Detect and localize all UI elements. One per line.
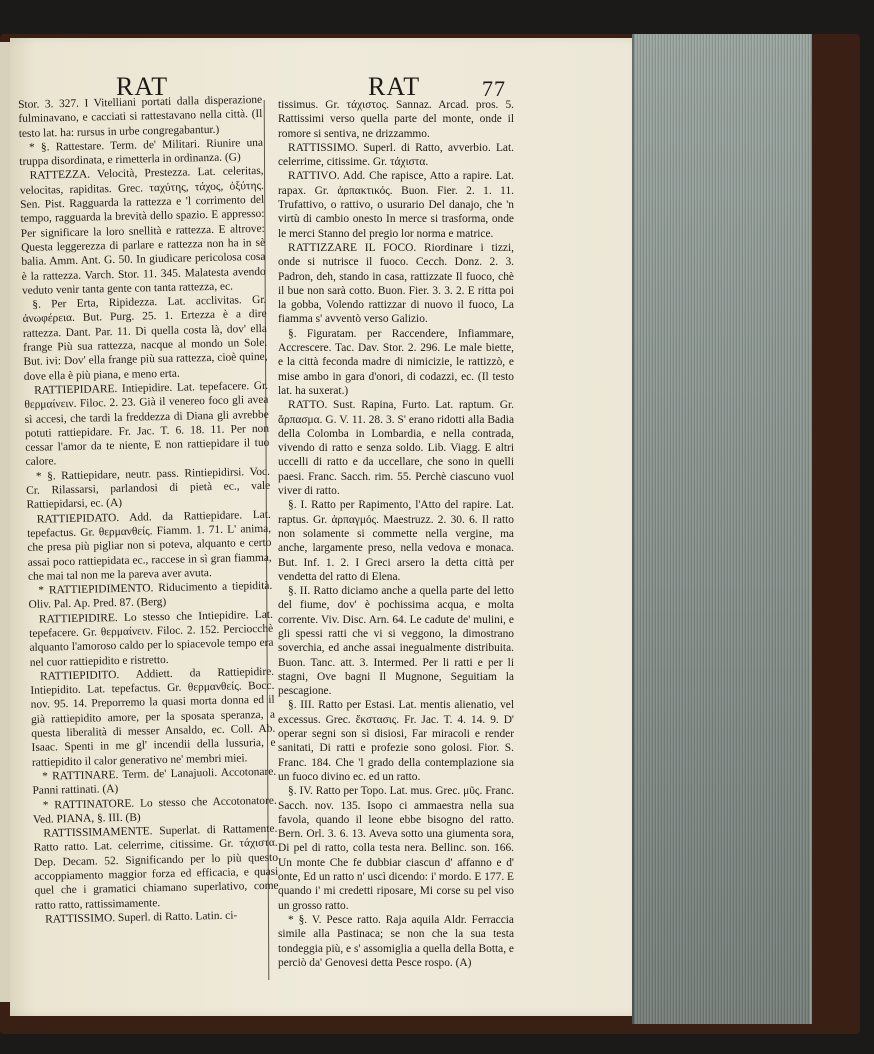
entry-paragraph: RATTIEPIDARE. Intiepidire. Lat. tepefacere. Gr. θερμαίνειν. Filoc. 2. 23. Già il venereo foco gli avea sì accesi, che tardi la freddezza di Diana gli avrebbe potuti rattiepidare. Fr. Jac. T. 6. 18. 11. Per non cessar l'amor da te niente, E non rattiepidare il tuo calore. <box>24 379 270 469</box>
entry-paragraph: * RATTINARE. Term. de' Lanajuoli. Accotonare. Panni rattinati. (A) <box>32 765 277 798</box>
entry-paragraph: * RATTIEPIDIMENTO. Riducimento a tiepidità. Oliv. Pal. Ap. Pred. 87. (Berg) <box>28 579 273 612</box>
entry-paragraph: * RATTINATORE. Lo stesso che Accotonatore. Ved. PIANA, §. III. (B) <box>32 794 277 826</box>
entry-paragraph: RATTIZZARE IL FOCO. Riordinare i tizzi, onde si nutrisce il fuoco. Cecch. Donz. 2. 3. Padron, deh, stando in casa, rattizzate Il fuoco, chè il bue non sarà cotto. Buon. Fier. 3. 3. 2. E ritta poi la gobba, Volendo rattizzar di nuovo il fuoco, La fiamma s' avventò verso Galizio. <box>278 241 514 326</box>
entry-paragraph: RATTIVO. Add. Che rapisce, Atto a rapire. Lat. rapax. Gr. ἁρπακτικός. Buon. Fier. 2. 1. 11. Trufattivo, o rattivo, o usurario Del danajo, che 'n virtù di cambio onesto In merce si trasforma, onde le merci Stanno del pregio lor norma e matrice. <box>278 170 514 240</box>
fore-edge-shade <box>632 34 810 1024</box>
left-running-head: RAT <box>116 72 169 101</box>
page-number: 77 <box>482 76 506 101</box>
entry-paragraph: Stor. 3. 327. I Vitelliani portati dalla disperazione fulminavano, e cacciati si rattestavano nella città. (Il testo lat. ha: rursus in urbe congregabantur.) <box>18 93 263 140</box>
right-column <box>278 98 514 970</box>
entry-paragraph: §. III. Ratto per Estasi. Lat. mentis alienatio, vel excessus. Grec. ἔκστασις. Fr. Jac. T. 4. 14. 9. D' operar segni son sì disiosi, Far miracoli e render sanitati, Di ratti e profezie sono golosi. Fior. S. Franc. 184. Che 'l grado della contemplazione sia un fuoco divino ec. ed un ratto. <box>278 699 514 783</box>
entry-paragraph: tissimus. Gr. τάχιστος. Sannaz. Arcad. pros. 5. Rattissimi verso quella parte del monte, onde il romore si sentiva, ne drizzammo. <box>278 99 514 140</box>
entry-paragraph: RATTO. Sust. Rapina, Furto. Lat. raptum. Gr. ἅρπασμα. G. V. 11. 28. 3. S' erano ridotti alla Badia della Colomba in Lombardia, e nella contrada, vivendo di ratto e senza soldo. Lib. Viagg. E altri uccelli di ratto e da uccellare, che sono in quelli paesi. Franc. Sacch. rim. 55. Perchè ciascuno vuol viver di ratto. <box>278 399 514 498</box>
entry-paragraph: RATTISSIMO. Superl. di Ratto. Latin. ci- <box>45 909 238 926</box>
entry-paragraph: RATTEZZA. Velocità, Prestezza. Lat. celeritas, velocitas, rapiditas. Grec. ταχύτης, τάχος, ὀξύτης. Sen. Pist. Ragguarda la rattezza e 'l corrimento del tempo, ragguarda la brevità dello spazio. E appresso: Per significare la loro snellità e rattezza. E altrove: Questa leggerezza di parlare e rattezza non ha in sè balia. Amm. Ant. G. 50. In giudicare pericolosa cosa è la rattezza. Varch. Stor. 11. 345. Malatesta avendo veduto venir tanta gente con tanta rattezza, ec. <box>19 165 266 297</box>
entry-paragraph: §. II. Ratto diciamo anche a quella parte del letto del fiume, dov' è pochissima acqua, e molta corrente. Viv. Disc. Arn. 64. Le cadute de' mulini, e gli spessi ratti che vi si veggono, la dimostrano soverchia, ed anche assai inegualmente distribuita. Buon. Tanc. att. 3. Intermed. Per li ratti e per li stagni, Ove bagni Il Mugnone, Seguitiam la pescagione. <box>278 585 514 698</box>
entry-paragraph: RATTISSIMAMENTE. Superlat. di Rattamente. Ratto ratto. Lat. celerrime, citissime. Gr. τάχιστα. Dep. Decam. 52. Significando per lo più questo accoppiamento maggior forza ed efficacia, e quasi quel che i gramatici chiamano superlativo, come ratto ratto, rattissimamente. <box>33 822 279 912</box>
entry-paragraph: §. IV. Ratto per Topo. Lat. mus. Grec. μῦς. Franc. Sacch. nov. 135. Isopo ci ammaestra nella sua favola, quando il leone ebbe bisogno del ratto. Bern. Orl. 3. 6. 13. Aveva sotto una giumenta sora, Di pel di ratto, colla testa nera. Bellinc. son. 166. Un monte Che fe dubbiar ciascun d' affanno e d' onte, Ed un ratto n' uscì dicendo: i' mordo. E 177. E quando i' mi credetti riposare, Mi corse su pel viso un grosso ratto. <box>278 785 514 912</box>
entry-paragraph: * §. Rattiepidare, neutr. pass. Rintiepidirsi. Voc. Cr. Rilassarsi, parlandosi di pietà ec., vale Rattiepidarsi, ec. (A) <box>26 465 271 512</box>
entry-paragraph: §. Per Erta, Ripidezza. Lat. acclivitas. Gr. ἀνωφέρεια. But. Purg. 25. 1. Ertezza è a dire rattezza. Dant. Par. 11. Di quella costa là, dov' ella frange Più sua rattezza, nacque al mondo un Sole. But. ivi: Dov' ella frange più sua rattezza, cioè quine, dove ella è più piana, e meno erta. <box>22 294 268 383</box>
left-column <box>18 93 279 927</box>
entry-paragraph: §. I. Ratto per Rapimento, l'Atto del rapire. Lat. raptus. Gr. ἁρπαγμός. Maestruzz. 2. 30. 6. Il ratto non solamente si commette nella vergine, ma anche, largamente preso, nella vedova e monaca. But. Inf. 1. 2. I Greci arsero la detta città per vendetta del ratto di Elena. <box>278 499 514 583</box>
entry-paragraph: §. Figuratam. per Raccendere, Infiammare, Accrescere. Tac. Dav. Stor. 2. 296. Le male biette, e la città feconda madre di nimicizie, le rattizzò, e mise ambo in gara d'onori, di codazzi, ec. (Il testo lat. ha suxerat.) <box>278 327 514 397</box>
entry-paragraph: RATTIEPIDITO. Addiett. da Rattiepidire. Intiepidito. Lat. tepefactus. Gr. θερμανθείς. Bocc. nov. 95. 14. Preporremo la quasi morta donna ed il già rattiepidito amore, per la sposata speranza, a questa liberalità di messer Ansaldo, ec. Coll. Ab. Isaac. Spenti in me gl' incendii della lussuria, e rattiepidito il calor generativo ne' membri miei. <box>30 665 276 769</box>
center-running-head: RAT <box>368 72 421 101</box>
entry-paragraph: RATTIEPIDIRE. Lo stesso che Intiepidire. Lat. tepefacere. Gr. θερμαίνειν. Filoc. 2. 152. Perciocchè alquanto l'amoroso caldo per lo spiacevole tempo era nel cuor rattiepidito e ristretto. <box>29 608 274 669</box>
entry-paragraph: * §. V. Pesce ratto. Raja aquila Aldr. Ferraccia simile alla Pastinaca; se non che la sua testa tondeggia più, e s' assomiglia a quella della Botta, e perciò da' Genovesi detta Pesce rospo. (A) <box>278 913 514 969</box>
entry-paragraph: RATTISSIMO. Superl. di Ratto, avverbio. Lat. celerrime, citissime. Gr. τάχιστα. <box>278 141 514 169</box>
entry-paragraph: * §. Rattestare. Term. de' Militari. Riunire una truppa disordinata, e rimetterla in ordinanza. (G) <box>19 136 264 169</box>
entry-paragraph: RATTIEPIDATO. Add. da Rattiepidare. Lat. tepefactus. Gr. θερμανθείς. Fiamm. 1. 71. L' anima, che presa più pigliar non si poteva, alquanto e certo assai poco rattiepidata ec., raccese in sì gran fiamma, che mai tal non me la pareva aver avuta. <box>27 508 272 583</box>
